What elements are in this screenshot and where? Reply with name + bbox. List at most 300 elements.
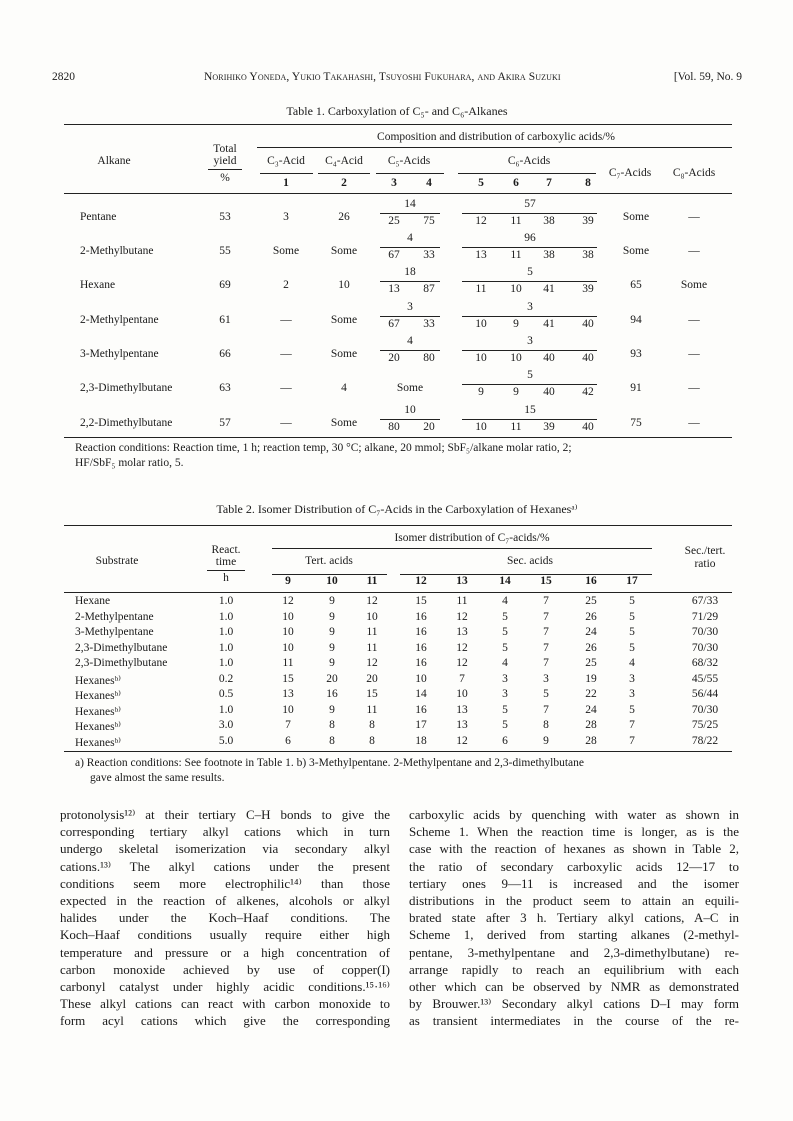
body-text-line: distributions in the product seem to attain an equili- <box>409 893 739 909</box>
table1-cell-c5-3: 13 <box>388 283 400 295</box>
table2-top-rule <box>64 525 732 526</box>
table1-cell-c3: — <box>280 348 292 360</box>
table1-cell-c5-3: 25 <box>388 215 400 227</box>
table1-caption: Table 1. Carboxylation of C₅- and C₆-Alkanes <box>286 104 508 118</box>
table2-cell-isomer-13: 13 <box>456 719 468 731</box>
table1-cell-c6-6: 11 <box>510 215 522 227</box>
table1-cell-yield: 55 <box>219 245 231 257</box>
table1-cell-c7: 75 <box>630 417 642 429</box>
table1-cell-c8: — <box>688 314 700 326</box>
table1-yield-rule <box>208 169 242 170</box>
table2-cell-isomer-13: 10 <box>456 688 468 700</box>
table1-cell-c5-total: 4 <box>407 232 413 244</box>
table1-cell-c6-total: 96 <box>524 232 536 244</box>
table1-col-c5: C₅-Acids <box>387 155 431 167</box>
table1-cell-c6-5: 12 <box>475 215 487 227</box>
body-text-line: brated state after 3 h. Tertiary alkyl cations, A–C in <box>409 910 739 926</box>
table1-cell-c5-total: 18 <box>404 266 416 278</box>
table2-cell-isomer-9: 6 <box>285 734 291 747</box>
table2-cell-isomer-15: 8 <box>543 719 549 731</box>
table1-header-rule <box>64 193 732 194</box>
table2-cell-isomer-13: 12 <box>456 657 468 669</box>
table2-cell-time: 0.2 <box>218 672 234 685</box>
table2-cell-substrate: Hexanesᵇ⁾ <box>75 690 121 702</box>
table2-cell-isomer-17: 3 <box>629 688 635 700</box>
table2-cell-time: 0.5 <box>218 688 234 700</box>
table2-cell-isomer-14: 5 <box>502 610 508 623</box>
table2-cell-isomer-14: 5 <box>502 719 508 731</box>
table2-col-h: h <box>223 572 229 584</box>
table2-cell-isomer-15: 5 <box>543 688 549 700</box>
table2-cell-time: 1.0 <box>218 641 234 654</box>
table2-cell-isomer-11: 11 <box>366 626 378 638</box>
table2-cell-isomer-10: 9 <box>329 610 335 623</box>
table1-cell-c5-total: 10 <box>404 404 416 416</box>
table1-cell-c6-total: 57 <box>524 198 536 210</box>
table1-num-4: 4 <box>426 177 432 189</box>
body-text-line: undergo skeletal isomerization via secondary alkyl <box>60 841 390 857</box>
table1-cell-c4: 4 <box>341 382 347 394</box>
table2-col-time: time <box>215 556 237 568</box>
table2-cell-substrate: 2-Methylpentane <box>75 610 154 623</box>
table1-cell-c3: — <box>280 314 292 326</box>
body-text-line: tertiary ones 9—11 is increased and the isomer <box>409 875 739 891</box>
table1-cell-c5-total: 4 <box>407 335 413 347</box>
table1-num-5: 5 <box>478 177 484 189</box>
table2-cell-substrate: 2,3-Dimethylbutane <box>75 657 168 669</box>
table2-cell-ratio: 67/33 <box>691 595 719 607</box>
table1-cell-c6-6: 9 <box>513 318 519 330</box>
table1-bottom-rule <box>64 437 732 438</box>
table2-col-num-9: 9 <box>285 575 291 587</box>
table2-cell-isomer-15: 7 <box>543 703 549 716</box>
table2-cell-isomer-16: 24 <box>585 626 597 638</box>
table2-cell-isomer-15: 7 <box>543 641 549 654</box>
table2-cell-isomer-10: 9 <box>329 595 335 607</box>
table1-cell-c6-8: 38 <box>582 249 594 261</box>
table2-cell-isomer-16: 25 <box>585 657 597 669</box>
table1-group-rule <box>257 147 732 148</box>
body-text-line: pentane, 3-methylpentane and 2,3-dimethylbutane) re- <box>409 944 739 960</box>
table1-cell-alkane: 2,2-Dimethylbutane <box>80 417 173 429</box>
table1-cell-c6-7: 41 <box>543 283 555 295</box>
table1-c4-rule <box>318 173 370 174</box>
table2-cell-isomer-9: 10 <box>282 626 294 638</box>
table2-cell-isomer-14: 4 <box>502 595 508 607</box>
table2-cell-isomer-12: 16 <box>415 657 427 669</box>
table2-cell-ratio: 70/30 <box>691 641 719 654</box>
table2-cell-isomer-17: 5 <box>629 641 635 654</box>
table1-c6-fraction-rule <box>462 316 597 317</box>
table2-col-ratio1: Sec./tert. <box>684 545 726 557</box>
body-text-line: Scheme 1, derived from starting alkanes (2-methyl- <box>409 927 739 943</box>
volume-info: [Vol. 59, No. 9 <box>673 71 742 83</box>
table1-cell-c7: 65 <box>630 279 642 291</box>
body-text-line: expected in the reaction of alkenes, alcohols or alkyl <box>60 893 390 909</box>
table2-cell-isomer-11: 12 <box>366 595 378 607</box>
table1-cell-c4: 10 <box>338 279 350 291</box>
body-text-line: carboxylic acids by quenching with water as shown in <box>409 807 739 822</box>
body-text-line: cations.¹³⁾ The alkyl cations under the present <box>60 858 390 874</box>
body-text-line: halides under the Koch–Haaf conditions. The <box>60 910 390 926</box>
table2-cell-isomer-9: 13 <box>282 688 294 700</box>
table2-cell-substrate: Hexane <box>75 595 111 607</box>
table1-cell-yield: 53 <box>219 211 231 223</box>
table2-cell-isomer-12: 16 <box>415 626 427 638</box>
body-text-line: by Brouwer.¹³⁾ Secondary alkyl cations D–I may form <box>409 996 739 1012</box>
table2-cell-isomer-12: 18 <box>415 734 427 747</box>
table1-cell-c5-4: 80 <box>423 352 435 364</box>
body-text-line: carbon monoxide achieved by use of copper(I) <box>60 961 390 977</box>
table1-num-3: 3 <box>391 177 397 189</box>
table1-cell-c8: — <box>688 417 700 429</box>
table1-cell-c3: — <box>280 417 292 429</box>
table2-cell-ratio: 45/55 <box>691 672 719 685</box>
table2-col-num-13: 13 <box>456 575 468 587</box>
table2-cell-isomer-11: 15 <box>366 688 378 700</box>
table1-cell-c6-7: 38 <box>543 249 555 261</box>
table1-col-total: Total <box>213 143 237 155</box>
table1-c5-fraction-rule <box>380 281 440 282</box>
body-text-line: protonolysis¹²⁾ at their tertiary C–H bonds to give the <box>60 807 390 822</box>
table2-cell-isomer-16: 26 <box>585 641 597 654</box>
table1-num-8: 8 <box>585 177 591 189</box>
table2-cell-isomer-11: 11 <box>366 703 378 716</box>
table1-cell-c4: Some <box>330 314 358 326</box>
table2-cell-isomer-14: 3 <box>502 672 508 685</box>
table2-cell-isomer-9: 7 <box>285 719 291 731</box>
table2-cell-isomer-10: 9 <box>329 641 335 654</box>
table1-cell-c8: — <box>688 382 700 394</box>
table1-cell-c3: 2 <box>283 279 289 291</box>
table1-cell-c5-total: Some <box>396 382 424 394</box>
table1-c6-fraction-rule <box>462 350 597 351</box>
table1-col-c3: C₃-Acid <box>267 155 305 167</box>
table2-cell-substrate: 2,3-Dimethylbutane <box>75 641 168 654</box>
table1-cell-c6-6: 9 <box>513 386 519 398</box>
body-text-line: case with the reaction of hexanes as shown in Table 2, <box>409 841 739 857</box>
table2-cell-isomer-13: 12 <box>456 610 468 623</box>
table1-cell-c5-total: 14 <box>404 198 416 210</box>
table1-cell-c6-6: 10 <box>510 352 522 364</box>
table2-col-substrate: Substrate <box>95 555 139 567</box>
table2-cell-isomer-10: 9 <box>329 657 335 669</box>
table1-cell-c4: Some <box>330 245 358 257</box>
table2-cell-isomer-16: 25 <box>585 595 597 607</box>
table1-top-rule <box>64 124 732 125</box>
table2-col-react: React. <box>211 544 241 556</box>
table1-num-2: 2 <box>341 177 347 189</box>
table1-cell-c6-5: 13 <box>475 249 487 261</box>
table2-cell-isomer-15: 3 <box>543 672 549 685</box>
table2-cell-isomer-16: 28 <box>585 734 597 747</box>
table2-cell-isomer-17: 5 <box>629 626 635 638</box>
table1-cell-c5-4: 75 <box>423 215 435 227</box>
table1-c5-rule <box>376 173 444 174</box>
body-text-left-column <box>60 806 390 1030</box>
table1-cell-c5-3: 80 <box>388 421 400 433</box>
table2-cell-isomer-17: 3 <box>629 672 635 685</box>
table2-time-rule <box>207 570 245 571</box>
table2-cell-isomer-13: 11 <box>456 595 468 607</box>
table2-group-rule <box>272 548 652 549</box>
table2-cell-isomer-16: 22 <box>585 688 597 700</box>
table2-cell-isomer-11: 8 <box>369 734 375 747</box>
table1-col-c8: C₈-Acids <box>672 167 716 179</box>
table1-c6-fraction-rule <box>462 384 597 385</box>
table1-col-yield: yield <box>213 155 237 167</box>
table2-cell-ratio: 70/30 <box>691 703 719 716</box>
table1-cell-c6-5: 10 <box>475 421 487 433</box>
table1-c3-rule <box>260 173 313 174</box>
table1-c5-fraction-rule <box>380 213 440 214</box>
running-header <box>52 71 742 87</box>
table1-cell-c6-6: 11 <box>510 421 522 433</box>
table1-cell-c6-8: 42 <box>582 386 594 398</box>
table2-cell-time: 5.0 <box>218 734 234 747</box>
table2-cell-ratio: 70/30 <box>691 626 719 638</box>
table1-col-c6: C₆-Acids <box>507 155 551 167</box>
table2-cell-isomer-10: 9 <box>329 703 335 716</box>
table2-cell-isomer-15: 7 <box>543 610 549 623</box>
table2-cell-isomer-10: 8 <box>329 734 335 747</box>
body-text-right-column <box>409 806 739 1030</box>
table2-cell-time: 1.0 <box>218 626 234 638</box>
table1-cell-c6-8: 40 <box>582 318 594 330</box>
table1-cell-yield: 61 <box>219 314 231 326</box>
table2-cell-time: 1.0 <box>218 610 234 623</box>
table1-c5-fraction-rule <box>380 316 440 317</box>
table2-cell-isomer-15: 9 <box>543 734 549 747</box>
table2-cell-isomer-14: 5 <box>502 703 508 716</box>
body-text-line: arrange rapidly to reach an equilibrium with each <box>409 961 739 977</box>
table2-cell-ratio: 56/44 <box>691 688 719 700</box>
table2-col-num-16: 16 <box>585 575 597 587</box>
table2-cell-isomer-16: 28 <box>585 719 597 731</box>
table2-cell-isomer-13: 13 <box>456 703 468 716</box>
table2-cell-isomer-12: 14 <box>415 688 427 700</box>
table1-cell-c6-5: 10 <box>475 318 487 330</box>
table2-cell-substrate: Hexanesᵇ⁾ <box>75 721 121 733</box>
table1-cell-c7: Some <box>622 245 650 257</box>
table2-cell-isomer-14: 3 <box>502 688 508 700</box>
table1-cell-c6-total: 5 <box>527 369 533 381</box>
table2-cell-isomer-17: 4 <box>629 657 635 669</box>
table1-cell-c7: 93 <box>630 348 642 360</box>
table1-cell-c6-8: 40 <box>582 352 594 364</box>
table1-cell-c6-8: 39 <box>582 283 594 295</box>
table2-cell-isomer-12: 16 <box>415 610 427 623</box>
table2-cell-time: 1.0 <box>218 703 234 716</box>
table2-cell-ratio: 75/25 <box>691 719 719 731</box>
table1-col-c7: C₇-Acids <box>608 167 652 179</box>
table2-cell-isomer-13: 13 <box>456 626 468 638</box>
table2-cell-isomer-12: 17 <box>415 719 427 731</box>
table2-sec-rule <box>400 574 652 575</box>
table1-col-c4: C₄-Acid <box>325 155 363 167</box>
table1-cell-c8: — <box>688 245 700 257</box>
table1-cell-c6-8: 39 <box>582 215 594 227</box>
table2-cell-isomer-15: 7 <box>543 657 549 669</box>
table2-cell-isomer-13: 12 <box>456 734 468 747</box>
author-line: Norihiko Yoneda, Yukio Takahashi, Tsuyoshi Fukuhara, and Akira Suzuki <box>204 71 561 83</box>
table1-cell-c6-5: 9 <box>478 386 484 398</box>
table2-cell-isomer-17: 7 <box>629 719 635 731</box>
table2-cell-isomer-14: 4 <box>502 657 508 669</box>
table1-cell-c6-6: 11 <box>510 249 522 261</box>
table2-col-num-11: 11 <box>366 575 378 587</box>
table2-cell-isomer-12: 16 <box>415 703 427 716</box>
table1-cell-c4: Some <box>330 348 358 360</box>
table1-cell-c6-8: 40 <box>582 421 594 433</box>
table1-num-7: 7 <box>546 177 552 189</box>
table1-cell-c6-total: 5 <box>527 266 533 278</box>
body-text-line: Koch–Haaf conditions usually require either high <box>60 927 390 943</box>
table2-cell-isomer-9: 10 <box>282 641 294 654</box>
table2-group-header: Isomer distribution of C₇-acids/% <box>394 532 550 544</box>
table1-cell-alkane: Hexane <box>80 279 116 291</box>
table2-cell-isomer-9: 10 <box>282 610 294 623</box>
table1-cell-c6-7: 40 <box>543 386 555 398</box>
body-text-line: other which can be observed by NMR as demonstrated <box>409 979 739 995</box>
table2-cell-isomer-11: 11 <box>366 641 378 654</box>
table1-cell-c6-7: 40 <box>543 352 555 364</box>
table1-footnote-line2: HF/SbF₅ molar ratio, 5. <box>75 457 184 469</box>
table2-cell-isomer-12: 15 <box>415 595 427 607</box>
table1-cell-c7: Some <box>622 211 650 223</box>
table2-cell-isomer-9: 12 <box>282 595 294 607</box>
table1-c5-fraction-rule <box>380 247 440 248</box>
table1-cell-c6-7: 39 <box>543 421 555 433</box>
table2-cell-isomer-17: 5 <box>629 703 635 716</box>
table2-cell-isomer-12: 10 <box>415 672 427 685</box>
table1-cell-c8: — <box>688 211 700 223</box>
table2-cell-isomer-17: 5 <box>629 610 635 623</box>
table2-cell-time: 3.0 <box>218 719 234 731</box>
table2-cell-substrate: Hexanesᵇ⁾ <box>75 736 121 749</box>
table2-col-num-15: 15 <box>540 575 552 587</box>
page-number: 2820 <box>52 71 75 83</box>
table1-cell-c6-total: 3 <box>527 301 533 313</box>
table1-c6-fraction-rule <box>462 213 597 214</box>
table1-cell-c5-total: 3 <box>407 301 413 313</box>
table2-col-sec: Sec. acids <box>507 555 553 567</box>
body-text-line: temperature and pressure or a high concentration of <box>60 944 390 960</box>
table1-cell-alkane: 2-Methylbutane <box>80 245 154 257</box>
table2-cell-isomer-9: 10 <box>282 703 294 716</box>
body-text-line: as transient intermediates in the course of the re- <box>409 1013 739 1029</box>
table1-cell-alkane: Pentane <box>80 211 117 223</box>
table1-cell-c8: — <box>688 348 700 360</box>
table2-footnote-line1: a) Reaction conditions: See footnote in Table 1. b) 3-Methylpentane. 2-Methylpentane and 2,3-dimethylbutane <box>75 757 584 769</box>
table2-col-tert: Tert. acids <box>305 555 353 567</box>
table1-cell-yield: 69 <box>219 279 231 291</box>
table2-cell-isomer-11: 10 <box>366 610 378 623</box>
table2-col-num-10: 10 <box>326 575 338 587</box>
table1-cell-c5-3: 20 <box>388 352 400 364</box>
table1-cell-alkane: 2,3-Dimethylbutane <box>80 382 173 394</box>
table1-cell-c5-3: 67 <box>388 249 400 261</box>
table1-num-6: 6 <box>513 177 519 189</box>
table1-footnote-line1: Reaction conditions: Reaction time, 1 h; reaction temp, 30 °C; alkane, 20 mmol; SbF₅/alkane molar ratio, 2; <box>75 442 572 454</box>
table2-caption: Table 2. Isomer Distribution of C₇-Acids in the Carboxylation of Hexanesᵃ⁾ <box>216 502 578 516</box>
table1-cell-alkane: 3-Methylpentane <box>80 348 159 360</box>
body-text-line: conditions seem more electrophilic¹⁴⁾ than those <box>60 875 390 891</box>
table2-cell-isomer-12: 16 <box>415 641 427 654</box>
table2-cell-ratio: 78/22 <box>691 734 719 747</box>
table2-cell-isomer-13: 12 <box>456 641 468 654</box>
table2-col-num-14: 14 <box>499 575 511 587</box>
table2-cell-isomer-15: 7 <box>543 626 549 638</box>
table2-col-ratio2: ratio <box>694 558 716 570</box>
table2-cell-ratio: 68/32 <box>691 657 719 669</box>
body-text-line: Scheme 1. When the reaction time is longer, as is the <box>409 824 739 840</box>
table2-cell-isomer-16: 19 <box>585 672 597 685</box>
table1-cell-c7: 94 <box>630 314 642 326</box>
table1-cell-yield: 63 <box>219 382 231 394</box>
body-text-line: form acyl cations which give the corresponding <box>60 1013 390 1029</box>
table1-cell-c8: Some <box>680 279 708 291</box>
table2-cell-isomer-10: 9 <box>329 626 335 638</box>
body-text-line: the ratio of secondary carboxylic acids 12—17 to <box>409 858 739 874</box>
table1-cell-c6-7: 41 <box>543 318 555 330</box>
body-text-line: carbonyl catalyst under highly acidic conditions.¹⁵·¹⁶⁾ <box>60 979 390 995</box>
table2-cell-isomer-16: 26 <box>585 610 597 623</box>
table2-cell-time: 1.0 <box>218 595 234 607</box>
table2-cell-ratio: 71/29 <box>691 610 719 623</box>
table2-cell-isomer-13: 7 <box>459 672 465 685</box>
table2-header-rule <box>64 592 732 593</box>
table1-cell-c5-4: 33 <box>423 318 435 330</box>
table1-cell-c7: 91 <box>630 382 642 394</box>
table2-cell-isomer-16: 24 <box>585 703 597 716</box>
table2-cell-isomer-14: 5 <box>502 641 508 654</box>
table1-c6-fraction-rule <box>462 247 597 248</box>
table2-cell-isomer-11: 20 <box>366 672 378 685</box>
table1-c6-fraction-rule <box>462 281 597 282</box>
table2-bottom-rule <box>64 751 732 752</box>
table1-cell-c5-4: 20 <box>423 421 435 433</box>
table1-cell-c6-total: 15 <box>524 404 536 416</box>
table1-cell-c6-5: 11 <box>475 283 487 295</box>
table1-cell-alkane: 2-Methylpentane <box>80 314 159 326</box>
body-text-line: corresponding tertiary alkyl cations which in turn <box>60 824 390 840</box>
table1-col-alkane: Alkane <box>97 155 131 167</box>
table1-cell-c3: Some <box>272 245 300 257</box>
table2-cell-isomer-14: 6 <box>502 734 508 747</box>
table1-cell-yield: 66 <box>219 348 231 360</box>
table1-cell-c4: 26 <box>338 211 350 223</box>
table2-cell-isomer-17: 5 <box>629 595 635 607</box>
table1-cell-c5-4: 33 <box>423 249 435 261</box>
table2-cell-isomer-10: 8 <box>329 719 335 731</box>
table1-cell-c3: — <box>280 382 292 394</box>
table1-cell-c5-3: 67 <box>388 318 400 330</box>
table1-num-1: 1 <box>283 177 289 189</box>
table1-c5-fraction-rule <box>380 419 440 420</box>
table2-cell-isomer-11: 8 <box>369 719 375 731</box>
table2-cell-time: 1.0 <box>218 657 234 669</box>
table2-cell-isomer-9: 11 <box>282 657 294 669</box>
table2-cell-isomer-10: 20 <box>326 672 338 685</box>
table2-cell-substrate: Hexanesᵇ⁾ <box>75 705 121 718</box>
table2-cell-isomer-10: 16 <box>326 688 338 700</box>
table1-cell-c3: 3 <box>283 211 289 223</box>
table1-cell-c6-6: 10 <box>510 283 522 295</box>
table2-footnote-line2: gave almost the same results. <box>90 772 225 784</box>
table1-cell-c6-7: 38 <box>543 215 555 227</box>
table1-col-unit: % <box>220 172 230 184</box>
